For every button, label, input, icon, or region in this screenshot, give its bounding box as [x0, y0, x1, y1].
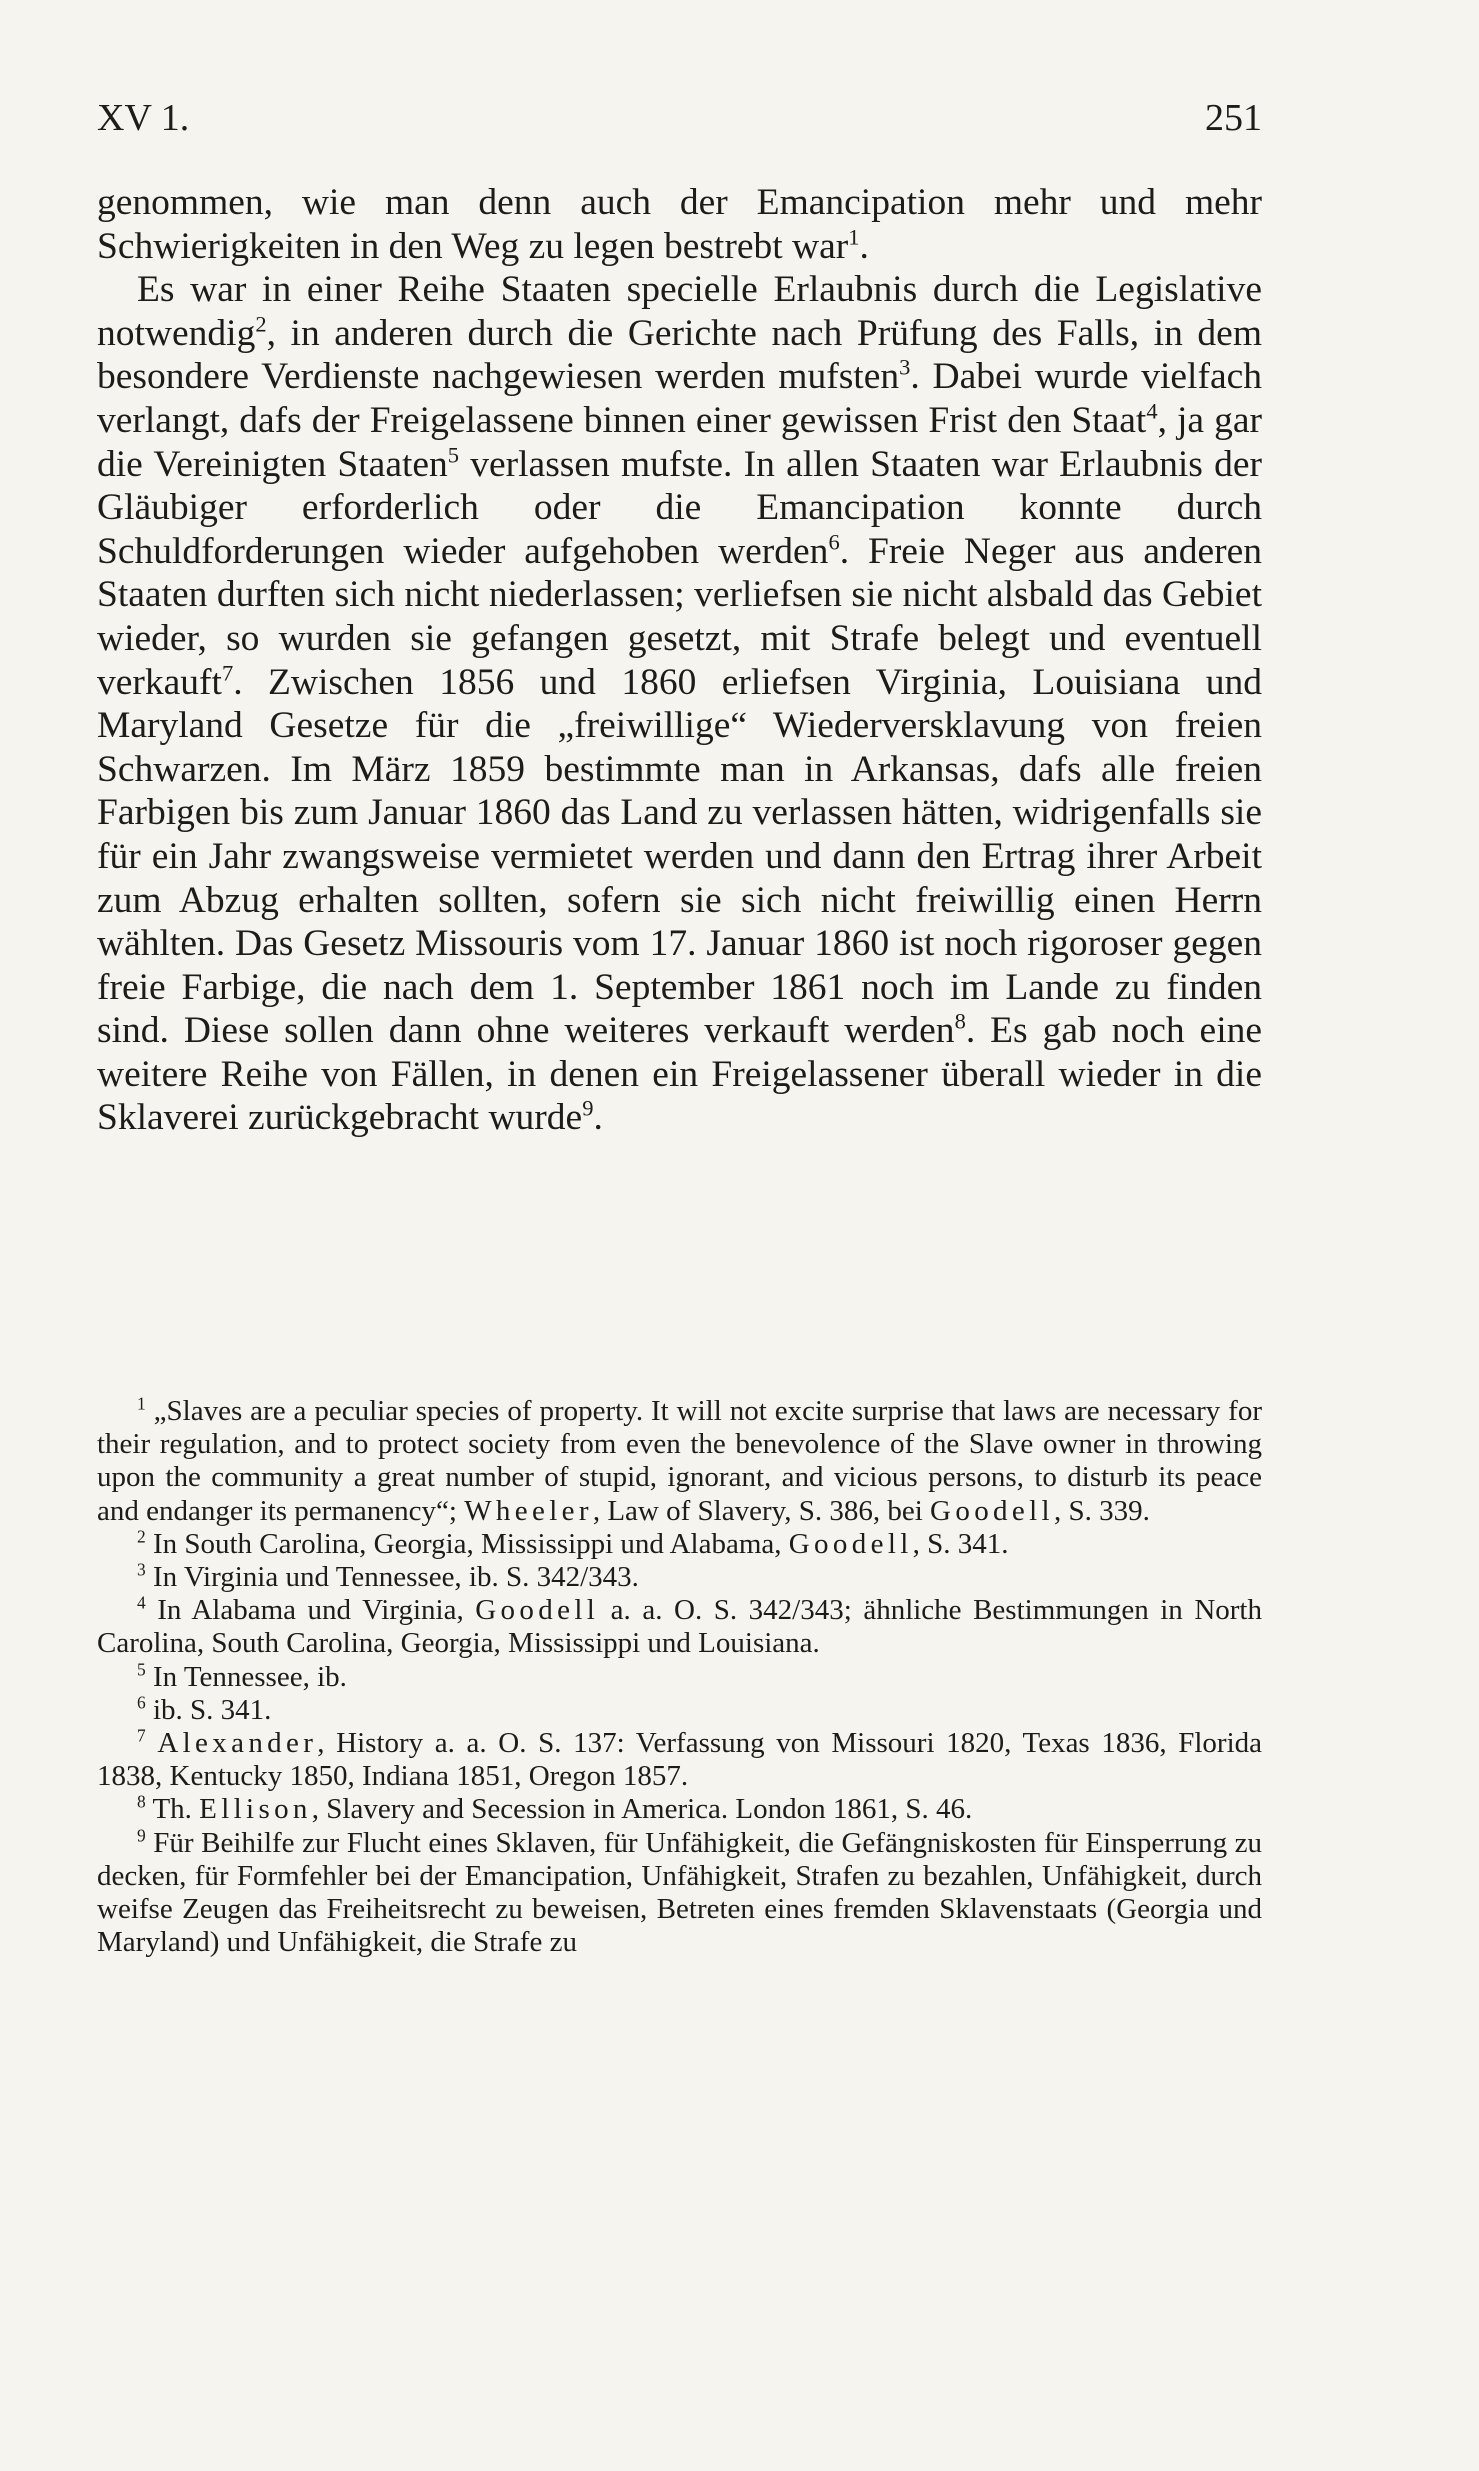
footnote-number: 6: [137, 1692, 146, 1713]
footnote-text: In Tennessee, ib.: [152, 1660, 347, 1693]
paragraph-2: [97, 268, 1262, 1140]
text-run: genommen, wie man denn auch der Emancipation mehr und mehr Schwierigkeiten in den Weg zu legen bestrebt war: [97, 182, 1262, 267]
footnote-1: [97, 1395, 1262, 1528]
author-name: Wheeler: [464, 1494, 593, 1527]
text-run: , in anderen durch die Gerichte nach Prüfung des Falls, in dem besondere Verdienste nachgewiesen werden mufsten: [97, 312, 1262, 398]
footnote-7: [97, 1727, 1262, 1793]
footnote-text: In Alabama und Virginia,: [157, 1594, 476, 1627]
footnote-text: In Virginia und Tennessee, ib. S. 342/343.: [152, 1561, 639, 1594]
footnote-number: 8: [137, 1791, 146, 1812]
page-number: 251: [1205, 97, 1262, 139]
author-name: Ellison: [199, 1793, 312, 1826]
footnote-4: [97, 1594, 1262, 1660]
footnote-number: 4: [137, 1592, 146, 1613]
text-run: verlassen mufste. In allen Staaten war Erlaubnis der Gläubiger erforderlich oder die Emancipation konnte durch Schuldforderungen wieder aufgehoben werden: [97, 443, 1262, 572]
author-name: Alexander: [157, 1727, 318, 1760]
text-run: .: [859, 225, 869, 267]
text-run: . Dabei wurde vielfach verlangt, dafs der Freigelassene binnen einer gewissen Frist den Staat: [97, 356, 1262, 441]
text-run: . Freie Neger aus anderen Staaten durften sich nicht niederlassen; verliefsen sie nicht alsbald das Gebiet wieder, so wurden sie gefangen gesetzt, mit Strafe belegt und eventuell verkauft: [97, 530, 1262, 703]
footnote-number: 2: [137, 1526, 146, 1547]
footnote-number: 3: [137, 1559, 146, 1580]
text-run: , ja gar die Vereinigten Staaten: [97, 399, 1262, 485]
author-name: Goodell: [788, 1527, 913, 1560]
footnote-8: [97, 1793, 1262, 1826]
text-run: .: [593, 1097, 603, 1139]
footnotes: [97, 1395, 1262, 1959]
footnote-text: In South Carolina, Georgia, Mississippi und Alabama,: [152, 1527, 789, 1560]
footnote-ref: 3: [899, 354, 911, 380]
footnote-text: , History a. a. O. S. 137: Verfassung von Missouri 1820, Texas 1836, Florida 1838, Kentucky 1850, Indiana 1851, Oregon 1857.: [97, 1727, 1262, 1793]
footnote-ref: 8: [954, 1008, 966, 1034]
paragraph-1: [97, 181, 1262, 268]
footnote-ref: 2: [255, 311, 267, 337]
footnote-5: [97, 1658, 1262, 1694]
footnote-6: [97, 1694, 1262, 1727]
footnote-number: 5: [137, 1658, 146, 1679]
footnote-2: [97, 1528, 1262, 1561]
footnote-ref: 7: [221, 660, 234, 686]
footnote-ref: 6: [828, 529, 840, 555]
footnote-ref: 1: [848, 224, 860, 250]
author-name: Goodell: [475, 1594, 600, 1627]
running-header: [97, 96, 1262, 156]
footnote-text: , S. 339.: [1053, 1494, 1150, 1527]
footnote-ref: 4: [1146, 398, 1158, 424]
text-run: . Zwischen 1856 und 1860 erliefsen Virginia, Louisiana und Maryland Gesetze für die „freiwillige“ Wiederversklavung von freien Schwarzen. Im März 1859 bestimmte man in Arkansas, dafs alle freien Farbigen bis zum Januar 1860 das Land zu verlassen hätten, widrigenfalls sie für ein Jahr zwangsweise vermietet werden und dann den Ertrag ihrer Arbeit zum Abzug erhalten sollten, sofern sie sich nicht freiwillig einen Herrn wählten. Das Gesetz Missouris vom 17. Januar 1860 ist noch rigoroser gegen freie Farbige, die nach dem 1. September 1861 noch im Lande zu finden sind. Diese sollen dann ohne weiteres verkauft werden: [97, 661, 1262, 1052]
footnote-ref: 9: [582, 1095, 594, 1121]
footnote-text: Th.: [152, 1793, 200, 1826]
text-run: . Es gab noch eine weitere Reihe von Fällen, in denen ein Freigelassener überall wieder in die Sklaverei zurückgebracht wurde: [97, 1010, 1263, 1139]
footnote-3: [97, 1561, 1262, 1594]
footnote-text: , S. 341.: [912, 1527, 1009, 1560]
footnote-text: , Law of Slavery, S. 386, bei: [592, 1494, 931, 1527]
main-text: [97, 181, 1262, 1140]
footnote-text: „Slaves are a peculiar species of property. It will not excite surprise that laws are necessary for their regulation, and to protect society from even the benevolence of the Slave owner in throwing upon the community a great number of stupid, ignorant, and vicious persons, to disturb its peace and endanger its permanency“;: [97, 1395, 1263, 1527]
author-name: Goodell: [930, 1494, 1054, 1527]
footnote-9: [97, 1824, 1263, 1960]
footnote-ref: 5: [447, 442, 460, 468]
footnote-number: 9: [137, 1824, 146, 1845]
footnote-text: ib. S. 341.: [152, 1693, 272, 1726]
footnote-text: , Slavery and Secession in America. London 1861, S. 46.: [311, 1793, 973, 1826]
footnote-text: Für Beihilfe zur Flucht eines Sklaven, für Unfähigkeit, die Gefängniskosten für Einsperrung zu decken, für Formfehler bei der Emancipation, Unfähigkeit, Strafen zu bezahlen, Unfähigkeit, durch weifse Zeugen das Freiheitsrecht zu beweisen, Betreten eines fremden Sklavenstaats (Georgia und Maryland) und Unfähigkeit, die Strafe zu: [97, 1826, 1263, 1959]
footnote-text: a. a. O. S. 342/343; ähnliche Bestimmungen in North Carolina, South Carolina, Georgia, Mississippi und Louisiana.: [97, 1594, 1262, 1660]
chapter-marker: XV 1.: [97, 97, 190, 139]
footnote-number: 1: [137, 1393, 146, 1414]
footnote-number: 7: [137, 1725, 146, 1746]
text-run: Es war in einer Reihe Staaten specielle Erlaubnis durch die Legislative notwendig: [97, 269, 1262, 354]
